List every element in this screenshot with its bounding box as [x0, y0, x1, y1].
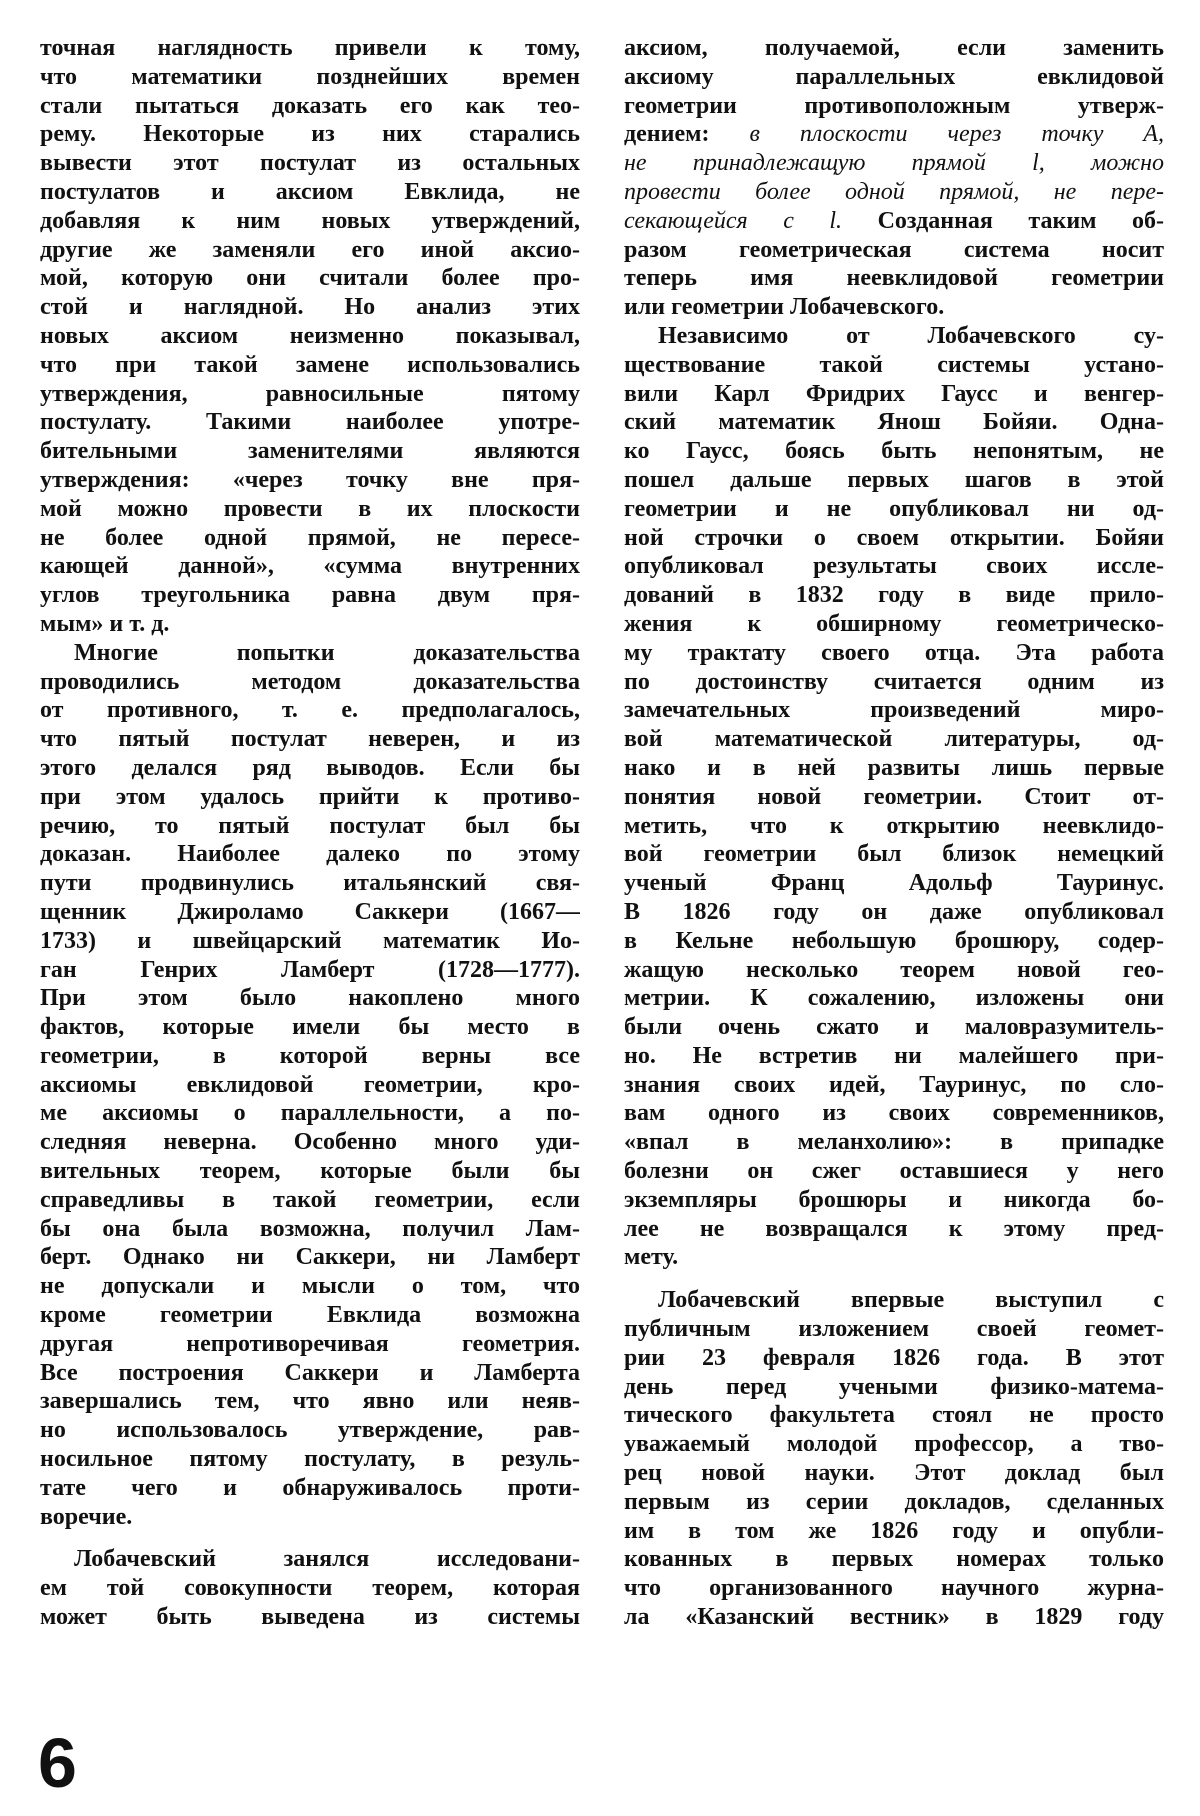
paragraph-gap: [40, 1531, 580, 1545]
page-number: 6: [38, 1724, 77, 1802]
text-line: [40, 696, 580, 725]
text-line: [624, 408, 1164, 437]
text-line: [624, 120, 1164, 149]
text-line: [40, 380, 580, 409]
text-line: [624, 293, 1164, 322]
text-line: [624, 92, 1164, 121]
text-line: [624, 696, 1164, 725]
text-segment: что пятый постулат неверен, и из: [40, 726, 580, 753]
text-line: [624, 1071, 1164, 1100]
text-line: [624, 956, 1164, 985]
text-segment: ган Генрих Ламберт (1728—1777).: [40, 956, 580, 983]
text-segment: болезни он сжег оставшиеся у него: [624, 1158, 1164, 1185]
text-line: [40, 1071, 580, 1100]
text-line: [624, 1574, 1164, 1603]
text-segment: дением:: [624, 121, 750, 148]
text-line: [624, 1545, 1164, 1574]
text-line: [40, 207, 580, 236]
text-line: [624, 264, 1164, 293]
text-segment: берт. Однако ни Саккери, ни Ламберт: [40, 1244, 580, 1271]
text-segment: новых аксиом неизменно показывал,: [40, 322, 580, 349]
paragraph-first-line: [624, 1286, 1164, 1315]
text-line: [40, 524, 580, 553]
text-segment: фактов, которые имели бы место в: [40, 1014, 580, 1041]
text-segment: жащую несколько теорем новой гео-: [624, 956, 1164, 983]
text-segment: публичным изложением своей геомет-: [624, 1316, 1164, 1343]
text-line: [624, 1517, 1164, 1546]
text-line: [624, 380, 1164, 409]
text-segment: аксиому параллельных евклидовой: [624, 63, 1164, 90]
text-segment: мым» и т. д.: [40, 610, 170, 637]
text-line: [624, 1373, 1164, 1402]
text-line: [624, 1099, 1164, 1128]
text-segment: постулатов и аксиом Евклида, не: [40, 178, 580, 205]
text-segment: мой можно провести в их плоскости: [40, 495, 580, 522]
text-segment: геометрии противоположным утверж-: [624, 92, 1164, 119]
text-line: [40, 1387, 580, 1416]
paragraph-first-line: [624, 322, 1164, 351]
text-segment: воречие.: [40, 1503, 133, 1530]
text-segment: понятия новой геометрии. Стоит от-: [624, 783, 1164, 810]
text-line: [624, 1215, 1164, 1244]
text-line: [624, 1603, 1164, 1632]
text-line: [40, 178, 580, 207]
text-segment: вой геометрии был близок немецкий: [624, 841, 1164, 868]
text-segment: опубликовал результаты своих иссле-: [624, 553, 1164, 580]
text-line: [624, 524, 1164, 553]
text-segment: другие же заменяли его иной аксио-: [40, 236, 580, 263]
text-segment: ученый Франц Адольф Тауринус.: [624, 870, 1164, 897]
text-segment: день перед учеными физико-матема-: [624, 1373, 1164, 1400]
text-segment: дований в 1832 году в виде прило-: [624, 582, 1164, 609]
text-line: [40, 1301, 580, 1330]
italic-text: в плоскости через точку A,: [749, 121, 1164, 148]
text-segment: Многие попытки доказательства: [74, 639, 580, 666]
text-line: [624, 639, 1164, 668]
text-line: [40, 869, 580, 898]
text-line: [40, 1157, 580, 1186]
text-line: [624, 1401, 1164, 1430]
text-column-left: [40, 34, 580, 1632]
text-line: [624, 207, 1164, 236]
text-line: [624, 1315, 1164, 1344]
text-segment: ский математик Янош Бойяи. Одна-: [624, 409, 1164, 436]
text-segment: замечательных произведений миро-: [624, 697, 1164, 724]
paragraph-first-line: [40, 1545, 580, 1574]
text-segment: экземпляры брошюры и никогда бо-: [624, 1186, 1164, 1213]
text-segment: Лобачевский занялся исследовани-: [74, 1546, 580, 1573]
text-line: [624, 783, 1164, 812]
text-segment: ной строчки о своем открытии. Бойяи: [624, 524, 1164, 551]
italic-text: секающейся с l.: [624, 207, 843, 234]
text-line: [624, 668, 1164, 697]
text-line: [40, 754, 580, 783]
text-segment: геометрии и не опубликовал ни од-: [624, 495, 1164, 522]
text-segment: что математики позднейших времен: [40, 63, 580, 90]
text-segment: метрии. К сожалению, изложены они: [624, 985, 1164, 1012]
text-segment: точная наглядность привели к тому,: [40, 35, 580, 61]
text-line: [624, 1243, 1164, 1272]
text-line: [624, 1013, 1164, 1042]
text-line: [40, 1330, 580, 1359]
text-segment: ем той совокупности теорем, которая: [40, 1575, 580, 1602]
text-line: [624, 1488, 1164, 1517]
text-segment: углов треугольника равна двум пря-: [40, 582, 580, 609]
text-line: [624, 1430, 1164, 1459]
text-segment: ко Гаусс, боясь быть непонятым, не: [624, 438, 1164, 465]
text-line: [624, 754, 1164, 783]
text-segment: может быть выведена из системы: [40, 1604, 580, 1631]
text-line: [40, 668, 580, 697]
text-segment: первым из серии докладов, сделанных: [624, 1488, 1164, 1515]
text-segment: тического факультета стоял не просто: [624, 1402, 1164, 1429]
italic-text: не принадлежащую прямой l, можно: [624, 150, 1164, 177]
text-line: [40, 1042, 580, 1071]
text-segment: ме аксиомы о параллельности, а по-: [40, 1100, 580, 1127]
text-line: [40, 725, 580, 754]
text-segment: пошел дальше первых шагов в этой: [624, 466, 1164, 493]
text-segment: ла «Казанский вестник» в 1829 году: [624, 1604, 1164, 1631]
text-line: [624, 840, 1164, 869]
text-line: [624, 581, 1164, 610]
text-segment: не допускали и мысли о том, что: [40, 1273, 580, 1300]
text-segment: При этом было накоплено много: [40, 985, 580, 1012]
text-line: [624, 1042, 1164, 1071]
text-line: [624, 178, 1164, 207]
text-segment: носильное пятому постулату, в резуль-: [40, 1446, 580, 1473]
text-line: [40, 495, 580, 524]
paragraph-gap: [624, 1272, 1164, 1286]
text-segment: рему. Некоторые из них старались: [40, 121, 580, 148]
text-segment: нако и в ней развиты лишь первые: [624, 754, 1164, 781]
text-line: [40, 1574, 580, 1603]
text-segment: по достоинству считается одним из: [624, 668, 1164, 695]
text-segment: жения к обширному геометрическо-: [624, 610, 1164, 637]
text-segment: вой математической литературы, од-: [624, 726, 1164, 753]
text-segment: им в том же 1826 году и опубли-: [624, 1517, 1164, 1544]
text-line: [40, 149, 580, 178]
text-line: [40, 840, 580, 869]
text-line: [40, 552, 580, 581]
text-line: [40, 1186, 580, 1215]
text-line: [40, 1603, 580, 1632]
text-segment: кающей данной», «сумма внутренних: [40, 553, 580, 580]
text-line: [40, 956, 580, 985]
text-segment: геометрии, в которой верны все: [40, 1042, 580, 1069]
text-line: [40, 34, 580, 63]
text-line: [40, 927, 580, 956]
text-segment: уважаемый молодой профессор, а тво-: [624, 1431, 1164, 1458]
text-segment: кроме геометрии Евклида возможна: [40, 1302, 580, 1329]
text-line: [624, 63, 1164, 92]
text-line: [40, 322, 580, 351]
text-line: [40, 236, 580, 265]
text-line: [40, 1474, 580, 1503]
text-line: [40, 120, 580, 149]
text-segment: щенник Джироламо Саккери (1667—: [40, 898, 580, 925]
text-segment: но. Не встретив ни малейшего при-: [624, 1042, 1164, 1069]
text-line: [40, 1503, 580, 1532]
text-line: [40, 1215, 580, 1244]
text-segment: мету.: [624, 1244, 679, 1271]
text-segment: бительными заменителями являются: [40, 438, 580, 465]
text-segment: вили Карл Фридрих Гаусс и венгер-: [624, 380, 1164, 407]
text-segment: что организованного научного журна-: [624, 1575, 1164, 1602]
text-segment: что при такой замене использовались: [40, 351, 580, 378]
text-segment: речию, то пятый постулат был бы: [40, 812, 580, 839]
text-segment: следняя неверна. Особенно много уди-: [40, 1129, 580, 1156]
text-segment: доказан. Наиболее далеко по этому: [40, 841, 580, 868]
text-segment: в Кельне небольшую брошюру, содер-: [624, 927, 1164, 954]
text-segment: мой, которую они считали более про-: [40, 265, 580, 292]
text-segment: тате чего и обнаруживалось проти-: [40, 1474, 580, 1501]
text-segment: не более одной прямой, не пересе-: [40, 524, 580, 551]
text-line: [40, 1359, 580, 1388]
text-line: [624, 984, 1164, 1013]
text-segment: были очень сжато и маловразумитель-: [624, 1014, 1164, 1041]
text-line: [40, 1272, 580, 1301]
text-segment: знания своих идей, Тауринус, по сло-: [624, 1071, 1164, 1098]
text-segment: утверждения, равносильные пятому: [40, 380, 580, 407]
text-line: [624, 466, 1164, 495]
text-line: [40, 1416, 580, 1445]
text-line: [624, 898, 1164, 927]
text-segment: этого делался ряд выводов. Если бы: [40, 754, 580, 781]
text-line: [624, 1186, 1164, 1215]
text-line: [40, 1013, 580, 1042]
text-line: [40, 812, 580, 841]
text-segment: 1733) и швейцарский математик Ио-: [40, 927, 580, 954]
text-segment: постулату. Такими наиболее употре-: [40, 409, 580, 436]
text-line: [624, 1344, 1164, 1373]
paragraph-first-line: [40, 639, 580, 668]
text-line: [624, 437, 1164, 466]
text-line: [624, 351, 1164, 380]
text-line: [40, 1099, 580, 1128]
text-segment: В 1826 году он даже опубликовал: [624, 898, 1164, 925]
text-segment: стой и наглядной. Но анализ этих: [40, 294, 580, 321]
text-line: [624, 725, 1164, 754]
text-segment: добавляя к ним новых утверждений,: [40, 207, 580, 234]
text-line: [40, 264, 580, 293]
text-segment: разом геометрическая система носит: [624, 236, 1164, 263]
text-segment: от противного, т. е. предполагалось,: [40, 697, 580, 724]
text-line: [624, 610, 1164, 639]
text-line: [624, 149, 1164, 178]
text-line: [40, 466, 580, 495]
text-segment: Лобачевский впервые выступил с: [658, 1287, 1164, 1314]
text-segment: или геометрии Лобачевского.: [624, 294, 945, 321]
text-segment: «впал в меланхолию»: в припадке: [624, 1129, 1164, 1156]
text-line: [624, 869, 1164, 898]
text-line: [624, 236, 1164, 265]
text-segment: теперь имя неевклидовой геометрии: [624, 265, 1164, 292]
text-line: [40, 898, 580, 927]
text-line: [624, 552, 1164, 581]
text-segment: лее не возвращался к этому пред-: [624, 1215, 1164, 1242]
text-line: [40, 437, 580, 466]
text-line: [40, 581, 580, 610]
text-line: [40, 1445, 580, 1474]
text-segment: но использовалось утверждение, рав-: [40, 1417, 580, 1444]
text-line: [624, 812, 1164, 841]
text-line: [624, 1459, 1164, 1488]
text-segment: утверждения: «через точку вне пря-: [40, 466, 580, 493]
text-segment: вительных теорем, которые были бы: [40, 1158, 580, 1185]
text-segment: Независимо от Лобачевского су-: [658, 322, 1164, 349]
text-segment: стали пытаться доказать его как тео-: [40, 92, 580, 119]
text-segment: кованных в первых номерах только: [624, 1546, 1164, 1573]
text-line: [40, 610, 580, 639]
text-column-right: [624, 34, 1164, 1632]
text-line: [624, 1128, 1164, 1157]
text-segment: справедливы в такой геометрии, если: [40, 1186, 580, 1213]
text-line: [40, 63, 580, 92]
text-segment: при этом удалось прийти к противо-: [40, 783, 580, 810]
text-segment: Созданная таким об-: [842, 207, 1164, 234]
text-segment: вам одного из своих современников,: [624, 1100, 1164, 1127]
text-segment: му трактату своего отца. Эта работа: [624, 639, 1164, 666]
text-line: [40, 1243, 580, 1272]
text-line: [40, 293, 580, 322]
text-line: [40, 984, 580, 1013]
text-line: [40, 783, 580, 812]
text-line: [40, 351, 580, 380]
text-segment: пути продвинулись итальянский свя-: [40, 870, 580, 897]
text-line: [624, 34, 1164, 63]
text-segment: аксиомы евклидовой геометрии, кро-: [40, 1071, 580, 1098]
text-segment: проводились методом доказательства: [40, 668, 580, 695]
italic-text: провести более одной прямой, не пере-: [624, 178, 1164, 205]
text-segment: метить, что к открытию неевклидо-: [624, 812, 1164, 839]
text-line: [40, 92, 580, 121]
text-segment: аксиом, получаемой, если заменить: [624, 35, 1164, 61]
text-segment: рец новой науки. Этот доклад был: [624, 1460, 1164, 1487]
text-segment: завершались тем, что явно или неяв-: [40, 1388, 580, 1415]
text-line: [624, 495, 1164, 524]
text-segment: другая непротиворечивая геометрия.: [40, 1330, 580, 1357]
text-line: [624, 927, 1164, 956]
text-segment: рии 23 февраля 1826 года. В этот: [624, 1344, 1164, 1371]
text-segment: вывести этот постулат из остальных: [40, 150, 580, 177]
text-segment: Все построения Саккери и Ламберта: [40, 1359, 580, 1386]
text-line: [40, 1128, 580, 1157]
text-segment: ществование такой системы устано-: [624, 351, 1164, 378]
text-line: [624, 1157, 1164, 1186]
text-line: [40, 408, 580, 437]
text-segment: бы она была возможна, получил Лам-: [40, 1215, 580, 1242]
